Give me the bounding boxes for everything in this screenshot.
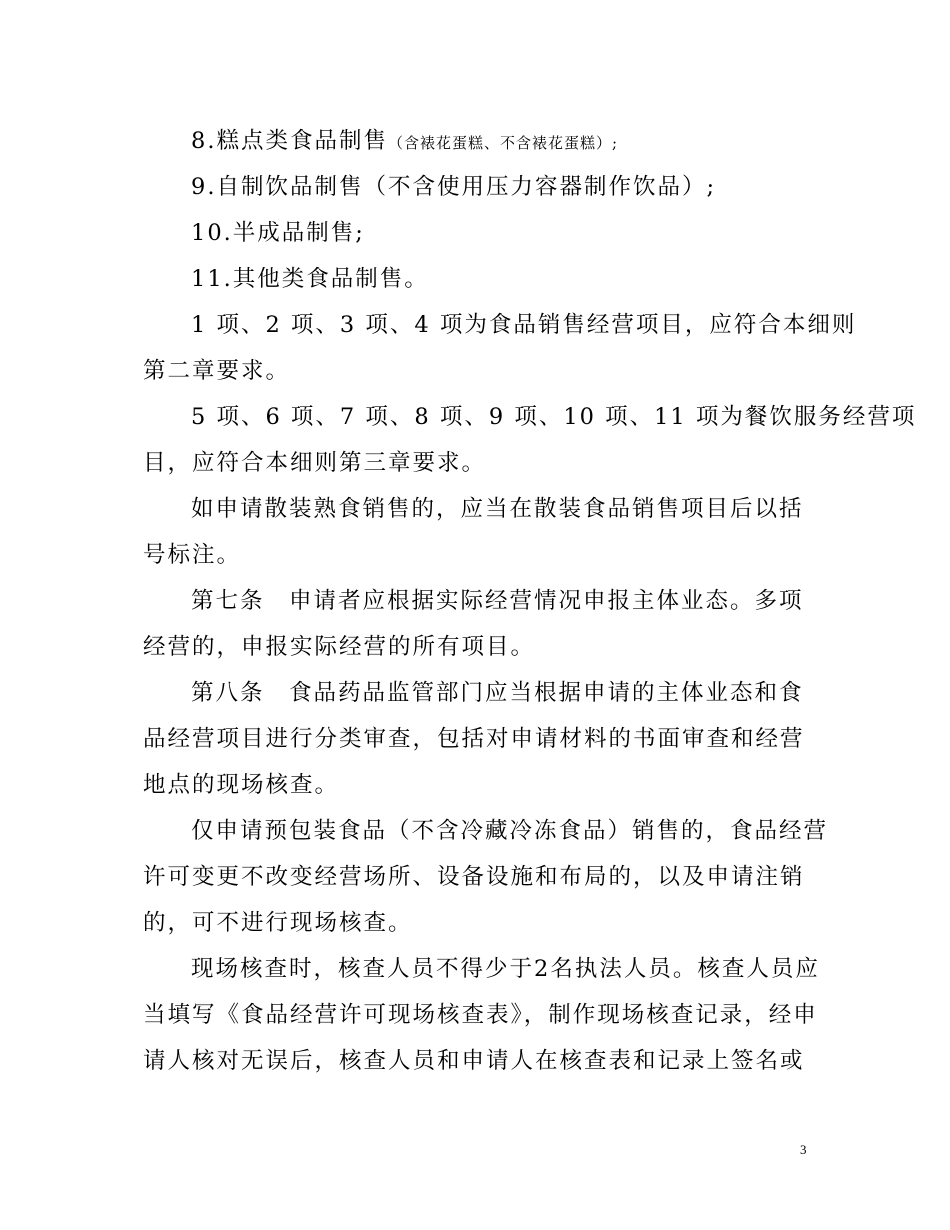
list-item-11: 11.其他类食品制售。	[191, 266, 429, 292]
document-body	[143, 118, 917, 1084]
paragraph-prepackaged-line-2: 许可变更不改变经营场所、设备设施和布局的，以及申请注销	[143, 864, 805, 890]
list-item-9: 9.自制饮品制售（不含使用压力容器制作饮品）;	[191, 174, 717, 200]
paragraph-cooked-food-line-2: 号标注。	[143, 542, 242, 568]
article-7-line-2: 经营的，申报实际经营的所有项目。	[143, 634, 536, 660]
page-number: 3	[800, 1142, 807, 1157]
list-item-10: 10.半成品制售;	[191, 220, 365, 246]
paragraph-catering-items-line-2: 目，应符合本细则第三章要求。	[143, 450, 487, 476]
article-8-line-2: 品经营项目进行分类审查，包括对申请材料的书面审查和经营	[143, 726, 805, 752]
article-8-line-1: 第八条 食品药品监管部门应当根据申请的主体业态和食	[191, 680, 804, 706]
paragraph-sales-items-line-2: 第二章要求。	[143, 358, 291, 384]
paragraph-prepackaged-line-3: 的，可不进行现场核查。	[143, 910, 413, 936]
paragraph-sales-items-line-1: 1 项、2 项、3 项、4 项为食品销售经营项目，应符合本细则	[191, 312, 857, 338]
paragraph-inspection-line-1: 现场核查时，核查人员不得少于2名执法人员。核查人员应	[191, 956, 820, 982]
paragraph-prepackaged-line-1: 仅申请预包装食品（不含冷藏冷冻食品）销售的，食品经营	[191, 818, 829, 844]
list-item-8-text: 8.糕点类食品制售	[191, 128, 388, 154]
paragraph-cooked-food-line-1: 如申请散装熟食销售的，应当在散装食品销售项目后以括	[191, 496, 804, 522]
article-7-line-1: 第七条 申请者应根据实际经营情况申报主体业态。多项	[191, 588, 804, 614]
list-item-8	[143, 118, 811, 164]
paragraph-catering-items-line-1: 5 项、6 项、7 项、8 项、9 项、10 项、11 项为餐饮服务经营项	[191, 404, 917, 430]
article-8-line-3: 地点的现场核查。	[143, 772, 340, 798]
paragraph-inspection-line-3: 请人核对无误后，核查人员和申请人在核查表和记录上签名或	[143, 1048, 805, 1074]
paragraph-inspection-line-2: 当填写《食品经营许可现场核查表》，制作现场核查记录，经申	[143, 1002, 818, 1028]
list-item-8-note: （含裱花蛋糕、不含裱花蛋糕）;	[387, 134, 619, 152]
